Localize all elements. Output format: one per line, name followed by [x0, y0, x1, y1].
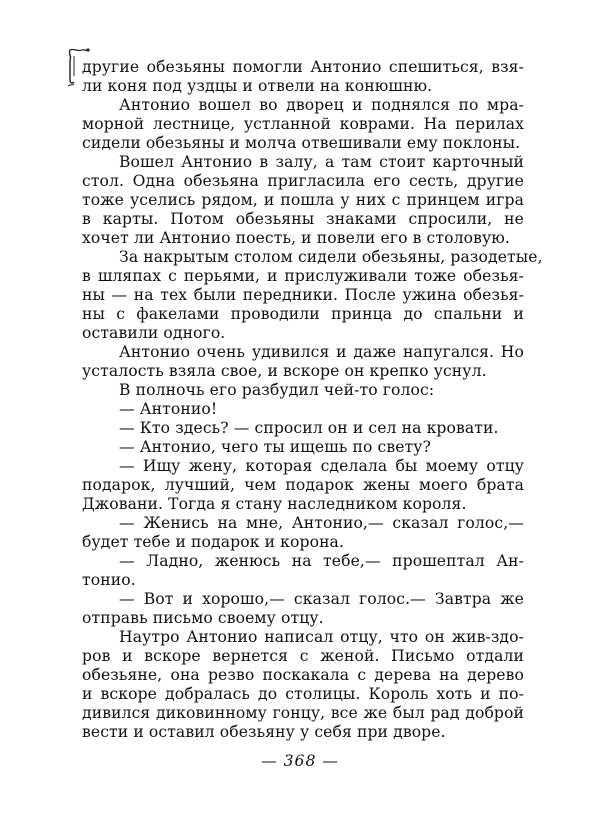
text-line: За накрытым столом сидели обезьяны, разодетые, — [119, 248, 543, 266]
text-line: оставили одного. — [82, 324, 226, 342]
dialogue-line: — Антонио, чего ты ищешь по свету? — [119, 438, 432, 456]
text-line: сидели обезьяны и молча отвешивали ему поклоны. — [82, 134, 521, 152]
text-line: в шляпах с перьями, и прислуживали тоже обезья- — [82, 267, 524, 285]
text-line: тонио. — [82, 571, 136, 589]
text-line: будет тебе и подарок и корона. — [82, 533, 345, 551]
dialogue-line: — Ищу жену, которая сделала бы моему отцу — [119, 457, 524, 475]
text-line: хочет ли Антонио поесть, и повели его в столовую. — [82, 229, 510, 247]
text-line: тоже уселись рядом, и пошла у них с принцем игра — [82, 191, 524, 209]
text-line: Антонио очень удивился и даже напугался. Но — [119, 343, 524, 361]
text-line: подарок, лучший, чем подарок жены моего брата — [82, 476, 524, 494]
page-number: — 368 — — [261, 752, 339, 770]
text-line: обезьяне, она резво поскакала с дерева на дерево — [82, 666, 524, 684]
text-line: ли коня под уздцы и отвели на конюшню. — [82, 77, 433, 95]
text-line: Антонио вошел во дворец и поднялся по мра- — [119, 96, 524, 114]
text-line: В полночь его разбудил чей-то голос: — [119, 381, 435, 399]
text-line: в карты. Потом обезьяны знаками спросили, не — [82, 210, 524, 228]
text-line: отправь письмо своему отцу. — [82, 609, 324, 627]
dialogue-line: — Женись на мне, Антонио,— сказал голос,— — [119, 514, 524, 532]
text-line: вести и оставил обезьяну у себя при дворе. — [82, 723, 446, 741]
dialogue-line: — Кто здесь? — спросил он и сел на кровати. — [119, 419, 499, 437]
text-line: дивился диковинному гонцу, все же был рад доброй — [82, 704, 524, 722]
body-text — [82, 58, 543, 742]
dialogue-line: — Ладно, женюсь на тебе,— прошептал Ан- — [119, 552, 524, 570]
text-line: и вскоре добралась до столицы. Король хоть и по- — [82, 685, 524, 703]
text-line: Джовани. Тогда я стану наследником короля. — [82, 495, 467, 513]
text-line: Вошел Антонио в залу, а там стоит карточный — [119, 153, 524, 171]
dialogue-line: — Антонио! — [119, 400, 218, 418]
text-line: другие обезьяны помогли Антонио спешиться, взя- — [82, 58, 524, 76]
dialogue-line: — Вот и хорошо,— сказал голос.— Завтра же — [119, 590, 524, 608]
text-line: стол. Одна обезьяна пригласила его сесть, другие — [82, 172, 524, 190]
text-line: ны — на тех были передники. После ужина обезья- — [82, 286, 524, 304]
text-line: ров и вскоре вернется с женой. Письмо отдали — [82, 647, 524, 665]
text-line: усталость взяла свое, и вскоре он крепко уснул. — [82, 362, 487, 380]
text-line: Наутро Антонио написал отцу, что он жив-здо- — [119, 628, 524, 646]
text-line: морной лестнице, устланной коврами. На перилах — [82, 115, 524, 133]
text-line: ны с факелами проводили принца до спальни и — [82, 305, 524, 323]
